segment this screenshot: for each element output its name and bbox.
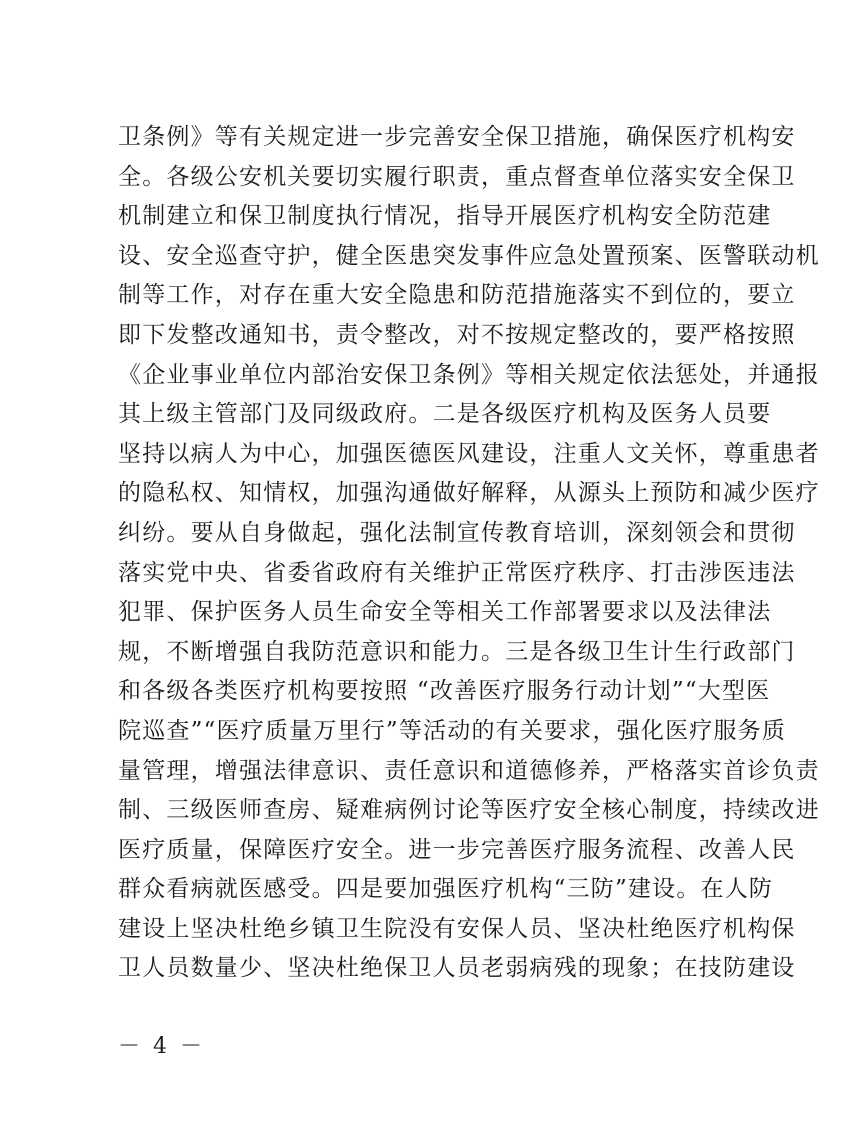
text-line: 坚持以病人为中心，加强医德医风建设，注重人文关怀，尊重患者 [118, 440, 820, 467]
text-line: 量管理，增强法律意识、责任意识和道德修养，严格落实首诊负责 [118, 757, 820, 784]
text-line: 纠纷。要从自身做起，强化法制宣传教育培训，深刻领会和贯彻 [118, 519, 796, 546]
page-number: － 4 － [118, 1034, 205, 1059]
text-line: 卫人员数量少、坚决杜绝保卫人员老弱病残的现象；在技防建设 [118, 955, 796, 982]
text-line: 医疗质量，保障医疗安全。进一步完善医疗服务流程、改善人民 [118, 836, 796, 863]
text-line: 即下发整改通知书，责令整改，对不按规定整改的，要严格按照 [118, 321, 796, 348]
text-line: 的隐私权、知情权，加强沟通做好解释，从源头上预防和减少医疗 [118, 480, 820, 507]
text-line: 群众看病就医感受。四是要加强医疗机构“三防”建设。在人防 [118, 876, 774, 903]
text-line: 机制建立和保卫制度执行情况，指导开展医疗机构安全防范建 [118, 203, 772, 230]
text-line: 院巡查”“医疗质量万里行”等活动的有关要求，强化医疗服务质 [118, 717, 787, 744]
text-line: 《企业事业单位内部治安保卫条例》等相关规定依法惩处，并通报 [118, 361, 820, 388]
text-line: 制等工作，对存在重大安全隐患和防范措施落实不到位的，要立 [118, 282, 796, 309]
text-line: 制、三级医师查房、疑难病例讨论等医疗安全核心制度，持续改进 [118, 797, 820, 824]
text-line: 落实党中央、省委省政府有关维护正常医疗秩序、打击涉医违法 [118, 559, 796, 586]
text-line: 规，不断增强自我防范意识和能力。三是各级卫生计生行政部门 [118, 638, 796, 665]
text-line: 全。各级公安机关要切实履行职责，重点督查单位落实安全保卫 [118, 163, 796, 190]
text-line: 其上级主管部门及同级政府。二是各级医疗机构及医务人员要 [118, 401, 772, 428]
text-line: 和各级各类医疗机构要按照 “改善医疗服务行动计划”“大型医 [118, 678, 771, 705]
body-text [118, 118, 820, 989]
text-line: 卫条例》等有关规定进一步完善安全保卫措施，确保医疗机构安 [118, 124, 796, 150]
text-line: 犯罪、保护医务人员生命安全等相关工作部署要求以及法律法 [118, 599, 772, 626]
text-line: 建设上坚决杜绝乡镇卫生院没有安保人员、坚决杜绝医疗机构保 [118, 915, 796, 942]
text-line: 设、安全巡查守护，健全医患突发事件应急处置预案、医警联动机 [118, 242, 820, 269]
